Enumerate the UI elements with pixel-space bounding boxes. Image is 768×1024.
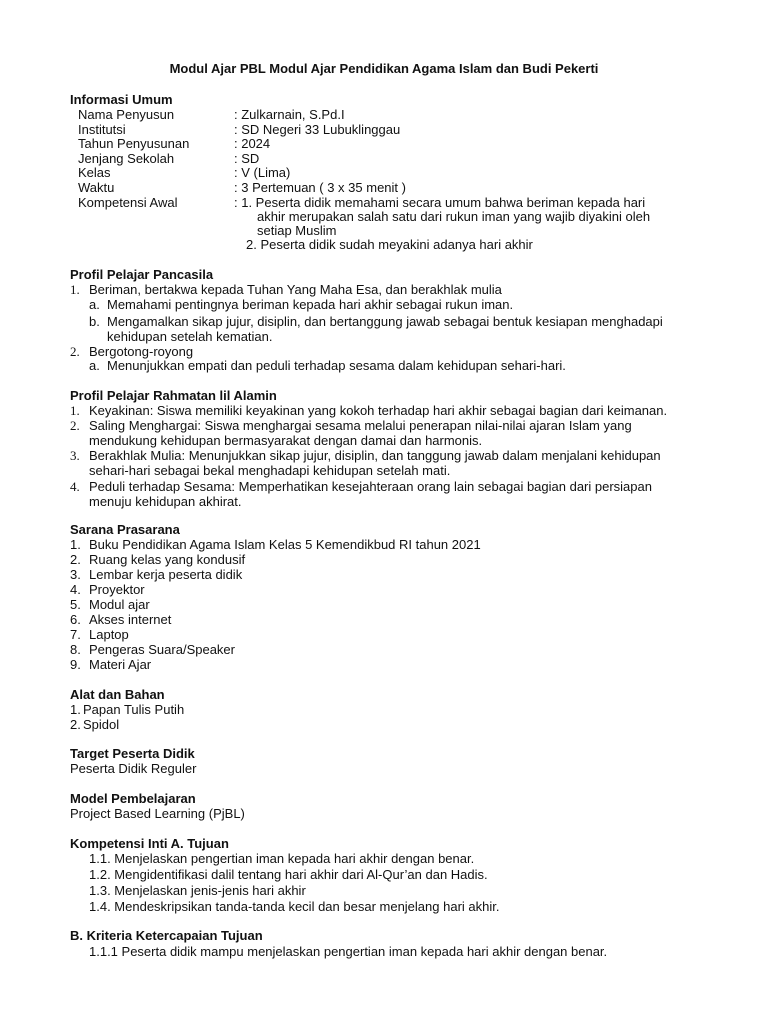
list-number: 1. bbox=[70, 403, 80, 418]
list-number: 7. bbox=[70, 627, 81, 642]
list-item: Peduli terhadap Sesama: Memperhatikan kesejahteraan orang lain sebagai bagian dari persiapan bbox=[89, 479, 652, 494]
list-item-continuation: menuju kehidupan akhirat. bbox=[89, 494, 242, 509]
list-item: 1.1. Menjelaskan pengertian iman kepada hari akhir dengan benar. bbox=[89, 851, 475, 866]
list-number: 1. bbox=[70, 537, 81, 552]
section-heading-profil-pancasila: Profil Pelajar Pancasila bbox=[70, 267, 214, 282]
list-item-continuation: kehidupan setelah kematian. bbox=[107, 329, 273, 344]
list-item: Materi Ajar bbox=[89, 657, 152, 672]
section-heading-model: Model Pembelajaran bbox=[70, 791, 196, 806]
list-item: Laptop bbox=[89, 627, 129, 642]
info-value: : SD bbox=[234, 151, 260, 166]
list-item: 1.4. Mendeskripsikan tanda-tanda kecil dan besar menjelang hari akhir. bbox=[89, 899, 500, 914]
info-value: : Zulkarnain, S.Pd.I bbox=[234, 107, 345, 122]
info-value-continuation: akhir merupakan salah satu dari rukun iman yang wajib diyakini oleh bbox=[257, 209, 651, 224]
list-item: 1.3. Menjelaskan jenis-jenis hari akhir bbox=[89, 883, 306, 898]
info-label: Jenjang Sekolah bbox=[78, 151, 175, 166]
info-label: Waktu bbox=[78, 180, 115, 195]
info-value: : 3 Pertemuan ( 3 x 35 menit ) bbox=[234, 180, 406, 195]
info-label: Institutsi bbox=[78, 122, 126, 137]
section-heading-target: Target Peserta Didik bbox=[70, 746, 195, 761]
list-number: 3. bbox=[70, 448, 80, 463]
list-item-continuation: mendukung kehidupan bermasyarakat dengan damai dan harmonis. bbox=[89, 433, 483, 448]
section-heading-profil-rahmatan: Profil Pelajar Rahmatan lil Alamin bbox=[70, 388, 277, 403]
list-letter: a. bbox=[89, 358, 100, 373]
section-heading-sarana-prasarana: Sarana Prasarana bbox=[70, 522, 180, 537]
list-item: Beriman, bertakwa kepada Tuhan Yang Maha Esa, dan berakhlak mulia bbox=[89, 282, 502, 297]
list-item: Keyakinan: Siswa memiliki keyakinan yang kokoh terhadap hari akhir sebagai bagian dari keimanan. bbox=[89, 403, 668, 418]
list-item: Saling Menghargai: Siswa menghargai sesama melalui penerapan nilai-nilai ajaran Islam yang bbox=[89, 418, 632, 433]
list-item: 1.1.1 Peserta didik mampu menjelaskan pengertian iman kepada hari akhir dengan benar. bbox=[89, 944, 608, 959]
list-number: 2. bbox=[70, 552, 81, 567]
list-item: Bergotong-royong bbox=[89, 344, 194, 359]
info-value-continuation: setiap Muslim bbox=[257, 223, 337, 238]
info-label: Kompetensi Awal bbox=[78, 195, 178, 210]
list-number: 2. bbox=[70, 418, 80, 433]
list-number: 8. bbox=[70, 642, 81, 657]
list-item: Proyektor bbox=[89, 582, 145, 597]
list-item: Papan Tulis Putih bbox=[83, 702, 185, 717]
list-number: 1. bbox=[70, 702, 81, 717]
section-heading-kompetensi-inti: Kompetensi Inti A. Tujuan bbox=[70, 836, 229, 851]
list-item: Modul ajar bbox=[89, 597, 150, 612]
list-item: Mengamalkan sikap jujur, disiplin, dan bertanggung jawab sebagai bentuk kesiapan menghadapi bbox=[107, 314, 663, 329]
list-number: 1. bbox=[70, 282, 80, 297]
info-value: : SD Negeri 33 Lubuklinggau bbox=[234, 122, 401, 137]
list-number: 5. bbox=[70, 597, 81, 612]
list-number: 6. bbox=[70, 612, 81, 627]
list-item-continuation: sehari-hari sebagai bekal menghadapi kehidupan setelah mati. bbox=[89, 463, 451, 478]
list-item: Memahami pentingnya beriman kepada hari akhir sebagai rukun iman. bbox=[107, 297, 514, 312]
list-item: Berakhlak Mulia: Menunjukkan sikap jujur, disiplin, dan tanggung jawab dalam menjalani kehidupan bbox=[89, 448, 661, 463]
info-value: 2. Peserta didik sudah meyakini adanya hari akhir bbox=[246, 237, 533, 252]
section-heading-alat-bahan: Alat dan Bahan bbox=[70, 687, 165, 702]
section-heading-informasi-umum: Informasi Umum bbox=[70, 92, 173, 107]
list-number: 2. bbox=[70, 717, 81, 732]
list-item: Akses internet bbox=[89, 612, 172, 627]
list-number: 4. bbox=[70, 582, 81, 597]
list-item: Menunjukkan empati dan peduli terhadap sesama dalam kehidupan sehari-hari. bbox=[107, 358, 566, 373]
section-heading-kriteria: B. Kriteria Ketercapaian Tujuan bbox=[70, 928, 263, 943]
list-number: 4. bbox=[70, 479, 80, 494]
list-number: 3. bbox=[70, 567, 81, 582]
document-title: Modul Ajar PBL Modul Ajar Pendidikan Agama Islam dan Budi Pekerti bbox=[169, 61, 599, 76]
info-label: Kelas bbox=[78, 165, 111, 180]
info-label: Nama Penyusun bbox=[78, 107, 175, 122]
info-value: : 2024 bbox=[234, 136, 271, 151]
info-label: Tahun Penyusunan bbox=[78, 136, 190, 151]
list-letter: a. bbox=[89, 297, 100, 312]
list-number: 2. bbox=[70, 344, 80, 359]
list-item: Spidol bbox=[83, 717, 120, 732]
list-item: 1.2. Mengidentifikasi dalil tentang hari akhir dari Al-Qur’an dan Hadis. bbox=[89, 867, 488, 882]
section-text: Peserta Didik Reguler bbox=[70, 761, 197, 776]
info-value: : V (Lima) bbox=[234, 165, 291, 180]
list-number: 9. bbox=[70, 657, 81, 672]
list-letter: b. bbox=[89, 314, 100, 329]
section-text: Project Based Learning (PjBL) bbox=[70, 806, 245, 821]
list-item: Pengeras Suara/Speaker bbox=[89, 642, 235, 657]
list-item: Buku Pendidikan Agama Islam Kelas 5 Kemendikbud RI tahun 2021 bbox=[89, 537, 481, 552]
list-item: Lembar kerja peserta didik bbox=[89, 567, 243, 582]
list-item: Ruang kelas yang kondusif bbox=[89, 552, 246, 567]
info-value: : 1. Peserta didik memahami secara umum bahwa beriman kepada hari bbox=[234, 195, 646, 210]
